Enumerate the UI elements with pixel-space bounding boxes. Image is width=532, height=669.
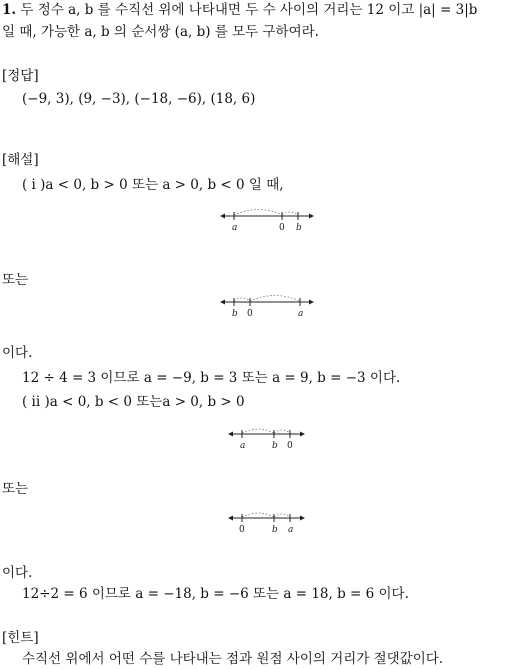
nl1-label-3: b [296,223,302,233]
calc-2-text: 12÷2 = 6 이므로 a = −18, b = −6 또는 a = 18, b = 6 이다. [22,586,409,602]
or-text-1: 또는 [2,272,29,288]
nl1-label-1: a [232,223,238,233]
problem-text-1: 두 정수 a, b 를 수직선 위에 나타내면 두 수 사이의 거리는 12 이고 |a| = 3|b [20,2,478,18]
or-text-2: 또는 [2,481,29,497]
nl2-label-1: b [232,309,238,319]
nl2-label-3: a [298,309,304,319]
nl3-label-1: a [240,441,246,451]
problem-number: 1. [2,2,17,18]
solution-header: [해설] [2,152,39,168]
nl4-label-3: a [288,525,294,535]
nl4-label-2: b [272,525,278,535]
ida-text-2: 이다. [2,565,33,581]
number-line-4 [228,508,306,534]
nl4-label-1: 0 [239,525,245,535]
nl2-label-2: 0 [247,309,253,319]
nl1-label-2: 0 [279,223,285,233]
hint-header: [힌트] [2,630,39,646]
problem-text-2: 일 때, 가능한 a, b 의 순서쌍 (a, b) 를 모두 구하여라. [2,24,319,40]
case-2-text: ( ii )a < 0, b < 0 또는a > 0, b > 0 [22,394,245,410]
number-line-1 [220,206,315,232]
nl3-label-2: b [272,441,278,451]
nl3-label-3: 0 [287,441,293,451]
case-1-text: ( i )a < 0, b > 0 또는 a > 0, b < 0 일 때, [22,177,284,193]
ida-text-1: 이다. [2,345,33,361]
number-line-3 [228,424,306,450]
problem-line-1 [2,2,477,18]
answer-header: [정답] [2,68,39,84]
calc-1-text: 12 ÷ 4 = 3 이므로 a = −9, b = 3 또는 a = 9, b = −3 이다. [22,370,401,386]
number-line-2 [220,292,315,318]
answer-text: (−9, 3), (9, −3), (−18, −6), (18, 6) [22,91,256,107]
hint-text: 수직선 위에서 어떤 수를 나타내는 점과 원점 사이의 거리가 절댓값이다. [22,651,444,667]
